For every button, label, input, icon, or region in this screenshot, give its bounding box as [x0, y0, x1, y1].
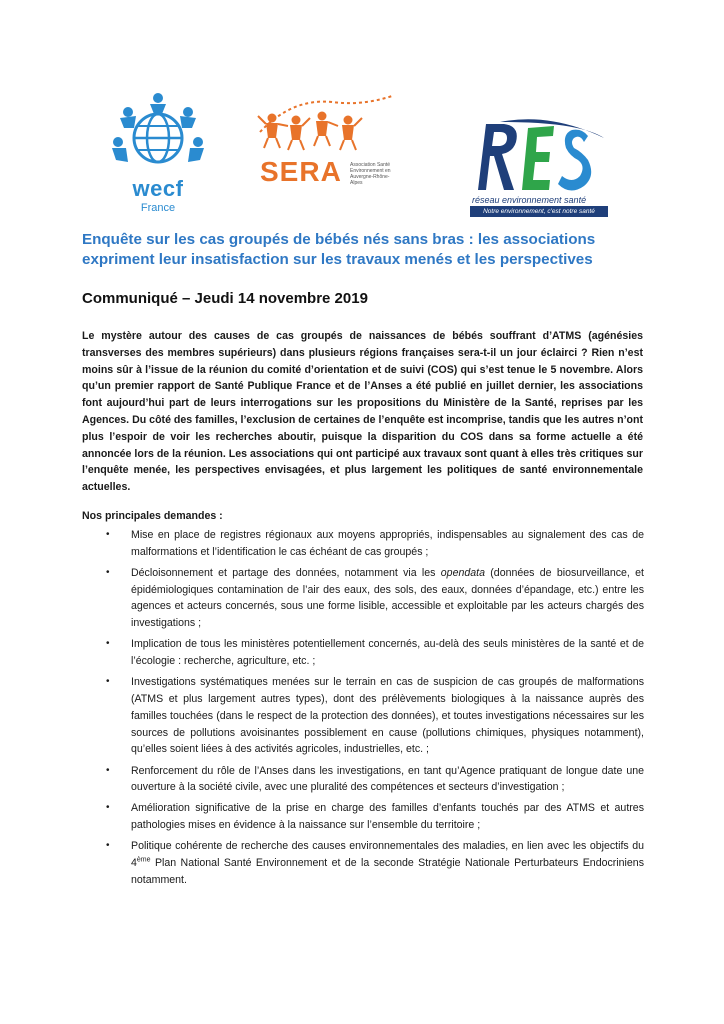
bullet-icon: • — [106, 566, 110, 578]
demand-item — [104, 800, 644, 834]
demand-item — [104, 674, 644, 758]
intro-paragraph: Le mystère autour des causes de cas groupés de naissances de bébés souffrant d’ATMS (agénésies transverses des membres supérieurs) dans plusieurs régions françaises sera-t-il un jour éclairci ? Rien n’est moins sûr à l’issue de la réunion du comité d’orientation et de suivi (COS) qui s’est tenue le 5 novembre. Alors qu’un premier rapport de Santé Publique France et de l’Anses a été publié en juillet dernier, les associations font aujourd’hui part de leurs interrogations sur les propositions du Ministère de la Santé, reprises par les Agences. Du côté des familles, l’exclusion de certaines de l’enquête est incomprise, tandis que les autres n’ont plus l’espoir de voir les recherches aboutir, puisque la disparition du COS dans sa forme actuelle a été annoncée lors de la réunion. Les associations qui ont participé aux travaux sont quant à elles très critiques sur l’enquête menée, les perspectives envisagées, et plus largement les politiques de santé environnementale actuelles. — [82, 330, 643, 494]
wecf-logo-subtitle: France — [140, 202, 176, 214]
sera-logo-subtitle: Association Santé Environnement en Auvergne-Rhône-Alpes — [350, 162, 391, 186]
demand-text-before: Politique cohérente de recherche des causes environnementales des maladies, en lien avec les objectifs du 4 — [131, 840, 644, 870]
wecf-logo — [108, 92, 208, 222]
bullet-icon: • — [106, 529, 110, 540]
bullet-icon: • — [106, 638, 110, 650]
demand-item — [104, 636, 644, 670]
demands-heading: Nos principales demandes : — [82, 510, 223, 522]
res-letters-icon — [470, 118, 610, 194]
bullet-icon: • — [106, 764, 110, 776]
demand-text: Renforcement du rôle de l’Anses dans les investigations, en tant qu’Agence pratiquant de longue date une ouverture à la société civile, avec une pluralité des compétences et secteurs d’investigation ; — [131, 764, 644, 794]
res-logo — [470, 118, 610, 218]
demand-item — [104, 565, 644, 632]
bullet-icon: • — [106, 676, 110, 688]
press-release-title: Enquête sur les cas groupés de bébés nés sans bras : les associations expriment leur insatisfaction sur les travaux menés et les perspectives — [82, 231, 596, 268]
demand-text: Mise en place de registres régionaux aux moyens appropriés, indispensables au signalement des cas de malformations et l’identification le cas échéant de cas groupés ; — [131, 529, 644, 558]
demand-superscript: ème — [136, 856, 151, 864]
demand-emphasis: opendata — [440, 566, 485, 579]
press-release-date: Communiqué – Jeudi 14 novembre 2019 — [82, 290, 368, 307]
demand-text: Implication de tous les ministères potentiellement concernés, au-delà des seuls ministères de la santé et de l’écologie : recherche, agriculture, etc. ; — [131, 638, 644, 668]
demand-item — [104, 527, 644, 561]
demand-item — [104, 838, 644, 888]
demand-text: Investigations systématiques menées sur le terrain en cas de suspicion de cas groupés de malformations (ATMS et plus largement autres types), dont des prélèvements biologiques à la naissance auprès des familles touchées (dans le respect de la protection des données), et toutes investigations nécessaires sur les sources de pollutions avoisinantes possiblement en cause (pollutions chimiques, physiques notamment), qu’elles soient liées à des activités agricoles, industrielles, etc. ; — [131, 676, 644, 756]
wecf-globe-icon — [108, 92, 208, 176]
bullet-icon: • — [106, 802, 110, 814]
demand-item — [104, 763, 644, 797]
res-logo-banner: Notre environnement, c'est notre santé — [470, 206, 608, 217]
sera-figures-icon — [252, 92, 402, 156]
sera-logo — [252, 92, 402, 212]
sera-logo-name: SERA — [260, 156, 342, 187]
demands-list — [104, 527, 644, 893]
demand-text: Amélioration significative de la prise en charge des familles d’enfants touchés par des ATMS et autres pathologies mises en évidence à la naissance sur l’ensemble du territoire ; — [131, 802, 644, 832]
wecf-logo-name: wecf — [132, 176, 184, 201]
demand-text-after: Plan National Santé Environnement et de la seconde Stratégie Nationale Perturbateurs Endocriniens notamment. — [131, 857, 644, 886]
demand-text-after: (données de biosurveillance, et épidémiologiques contamination de l’air des eaux, des sols, des eaux, données d’épandage, etc.) entre les agences et acteurs concernés, sous une forme lisible, accessible et exploitable par les acteurs chargés des investigations ; — [131, 566, 644, 630]
demand-text-before: Décloisonnement et partage des données, notamment via les — [131, 566, 441, 579]
res-logo-tagline: réseau environnement santé — [472, 195, 587, 205]
bullet-icon: • — [106, 840, 110, 852]
